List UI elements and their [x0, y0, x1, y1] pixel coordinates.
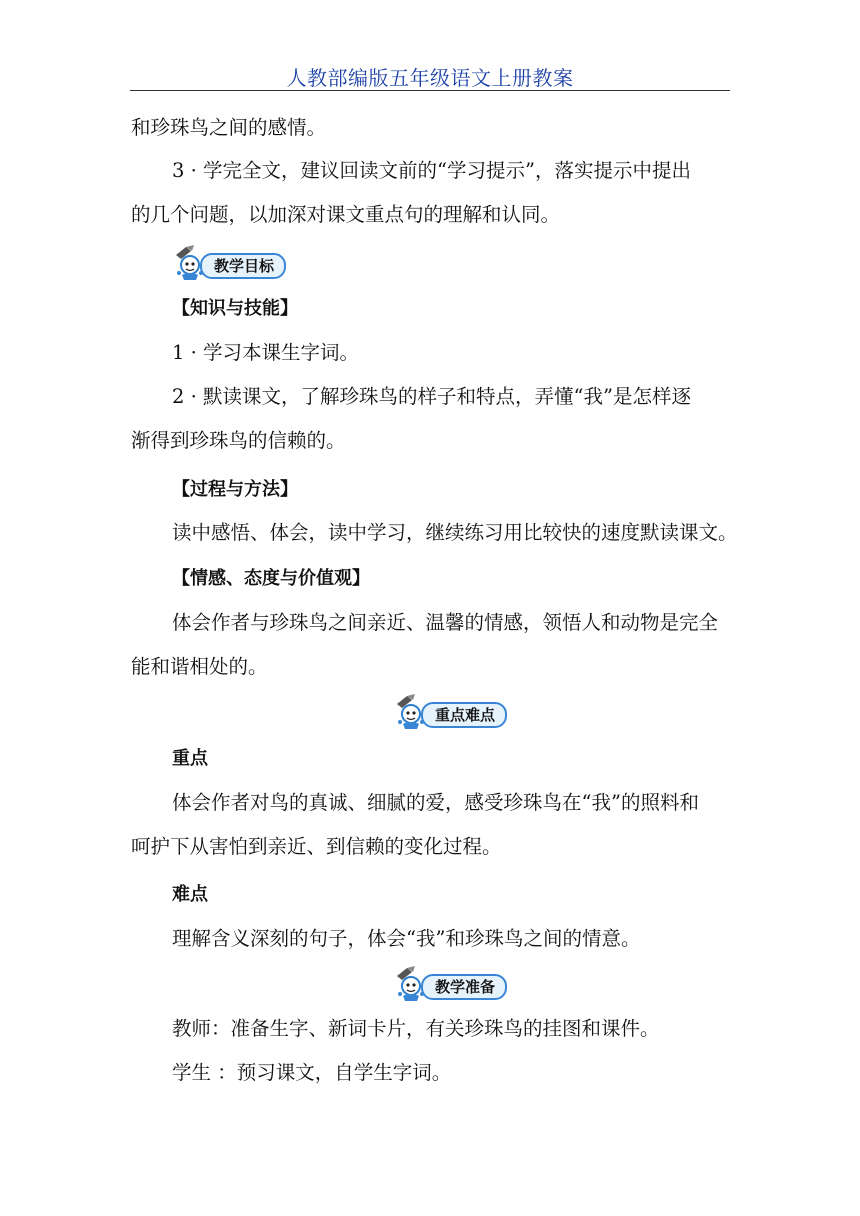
emotion-line-2: 能和谐相处的。 — [131, 655, 268, 678]
knowledge-item-2-line-1: 2 · 默读课文，了解珍珠鸟的样子和特点，弄懂“我”是怎样逐 — [172, 385, 691, 408]
focus-line-1: 体会作者对鸟的真诚、细腻的爱，感受珍珠鸟在“我”的照料和 — [172, 791, 699, 814]
focus-line-2: 呵护下从害怕到亲近、到信赖的变化过程。 — [131, 835, 502, 858]
knowledge-heading: 【知识与技能】 — [172, 298, 298, 319]
knowledge-item-2-line-2: 渐得到珍珠鸟的信赖的。 — [131, 429, 346, 452]
student-preparation: 学生 ：预习课文，自学生字词。 — [172, 1061, 452, 1084]
badge-label: 重点难点 — [421, 702, 507, 728]
process-text: 读中感悟、体会，读中学习，继续练习用比较快的速度默读课文。 — [172, 521, 738, 544]
emotion-line-1: 体会作者与珍珠鸟之间亲近、温馨的情感，领悟人和动物是完全 — [172, 611, 719, 634]
difficulty-text: 理解含义深刻的句子，体会“我”和珍珠鸟之间的情意。 — [172, 927, 641, 950]
emotion-heading: 【情感、态度与价值观】 — [172, 568, 370, 589]
intro-line-1: 和珍珠鸟之间的感情。 — [131, 116, 327, 139]
document-header: 人教部编版五年级语文上册教案 — [286, 66, 574, 90]
difficulty-heading: 难点 — [172, 884, 208, 905]
intro-line-3: 的几个问题，以加深对课文重点句的理解和认同。 — [131, 203, 561, 226]
badge-label: 教学准备 — [421, 974, 507, 1000]
teacher-preparation: 教师：准备生字、新词卡片，有关珍珠鸟的挂图和课件。 — [172, 1017, 660, 1040]
knowledge-item-1: 1 · 学习本课生字词。 — [172, 341, 360, 364]
intro-line-2: 3 · 学完全文，建议回读文前的“学习提示”，落实提示中提出 — [172, 159, 691, 182]
header-rule — [130, 90, 730, 91]
badge-label: 教学目标 — [200, 253, 286, 279]
process-heading: 【过程与方法】 — [172, 479, 298, 500]
focus-heading: 重点 — [172, 748, 208, 769]
